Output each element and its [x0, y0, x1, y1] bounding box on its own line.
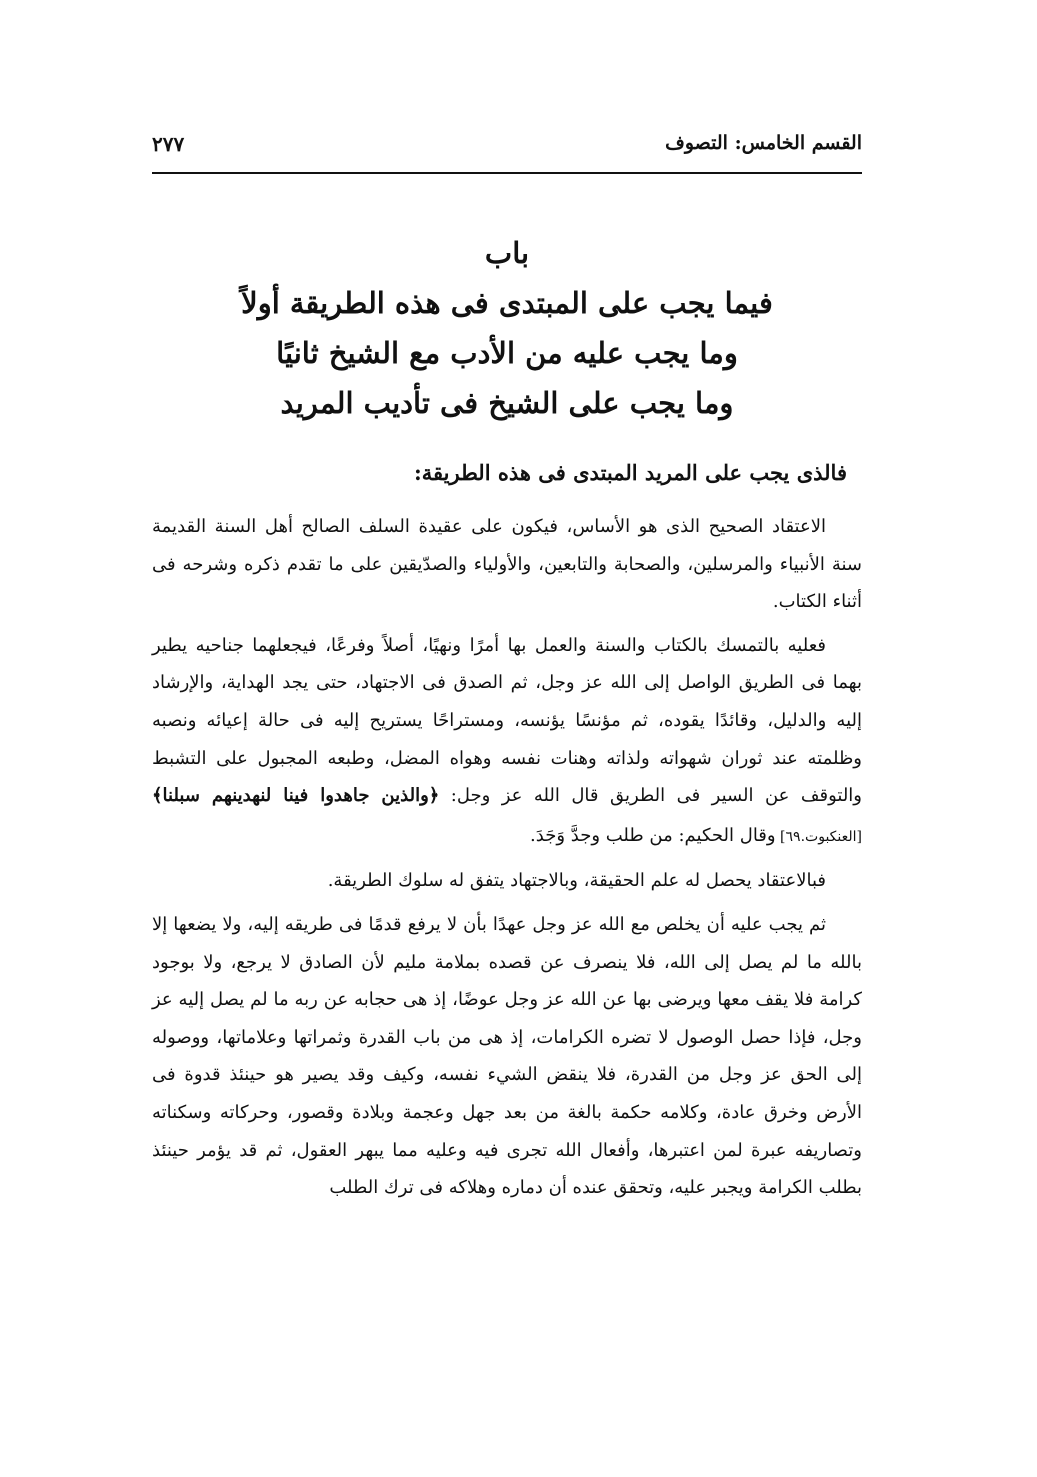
paragraph-1: الاعتقاد الصحيح الذى هو الأساس، فيكون على عقيدة السلف الصالح أهل السنة القديمة سنة الأنبياء والمرسلين، والصحابة والتابعين، والأولياء والصدّيقين على ما تقدم ذكره وشرحه فى أثناء الكتاب.: [152, 516, 862, 613]
subheading: فالذى يجب على المريد المبتدى فى هذه الطريقة:: [414, 460, 847, 485]
page-number: ٢٧٧: [152, 132, 185, 156]
body-text: [152, 508, 862, 1207]
paragraph-2-text: فعليه بالتمسك بالكتاب والسنة والعمل بها أمرًا ونهيًا، أصلاً وفرعًا، فيجعلهما جناحيه يطير بهما فى الطريق الواصل إلى الله عز وجل، ثم الصدق فى الاجتهاد، حتى يجد الهداية، والإرشاد إليه والدليل، وقائدًا يقوده، ثم مؤنسًا يؤنسه، ومستراحًا يستريح إليه فى حالة إعيائه ونصبه وظلمته عند ثوران شهواته ولذاته وهنات نفسه وهواه المضل، وطبعه المجبول على التشبط والتوقف عن السير فى الطريق قال الله عز وجل:: [152, 634, 863, 807]
paragraph-2: [152, 627, 862, 857]
paragraph-4: ثم يجب عليه أن يخلص مع الله عز وجل عهدًا بأن لا يرفع قدمًا فى طريقه إليه، ولا يضعها إلا بالله ما لم يصل إلى الله، فلا ينصرف عن قصده بملامة مليم لأن الصادق لا يرجع، ولا بوجود كرامة فلا يقف معها ويرضى بها عن الله عز وجل عوضًا، إذ هى حجابه عن ربه ما لم يصل إليه عز وجل، فإذا حصل الوصول لا تضره الكرامات، إذ هى من باب القدرة وثمراتها وعلاماتها، ووصوله إلى الحق عز وجل من القدرة، فلا ينقض الشيء نفسه، وكيف وقد يصير هو حينئذ قدوة فى الأرض وخرق عادة، وكلامه حكمة بالغة من بعد جهل وعجمة وبلادة وقصور، وحركاته وسكناته وتصاريفه عبرة لمن اعتبرها، وأفعال الله تجرى فيه وعليه مما يبهر العقول، ثم قد يؤمر حينئذ بطلب الكرامة ويجبر عليه، وتحقق عنده أن دماره وهلاكه فى ترك الطلب: [152, 913, 862, 1199]
verse-reference: [العنكبوت.٦٩]: [775, 828, 862, 845]
section-title: القسم الخامس: التصوف: [665, 132, 862, 154]
paragraph-2-ending: وقال الحكيم: من طلب وجدَّ وَجَدَ.: [530, 824, 776, 846]
quran-verse: ﴿والذين جاهدوا فينا لنهدينهم سبلنا﴾: [152, 785, 440, 807]
chapter-title-line-3: وما يجب على الشيخ فى تأديب المريد: [280, 386, 734, 420]
header-rule: [152, 172, 862, 174]
chapter-title-line-2: وما يجب عليه من الأدب مع الشيخ ثانيًا: [276, 336, 738, 370]
chapter-label: باب: [484, 236, 530, 270]
running-header: [152, 132, 862, 172]
paragraph-3: فبالاعتقاد يحصل له علم الحقيقة، وبالاجتهاد يتفق له سلوك الطريقة.: [327, 870, 826, 892]
chapter-heading: [152, 228, 862, 428]
chapter-title-line-1: فيما يجب على المبتدى فى هذه الطريقة أولاً: [241, 286, 773, 320]
